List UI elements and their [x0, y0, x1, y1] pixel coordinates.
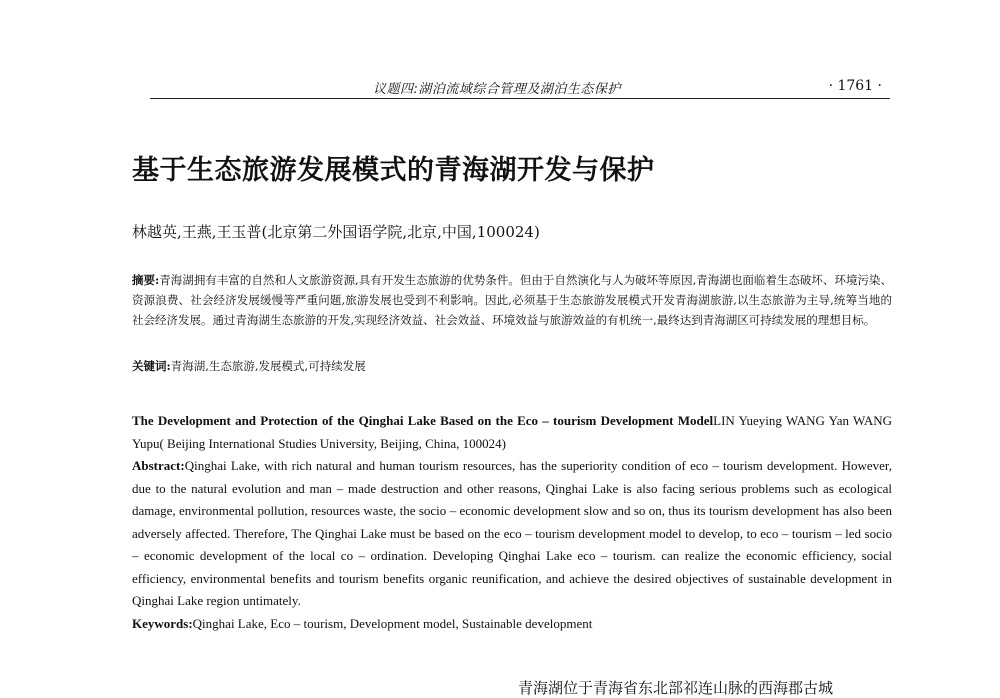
header-rule: [150, 98, 890, 99]
keywords-cn-label: 关键词:: [132, 359, 171, 373]
keywords-en-text: Qinghai Lake, Eco – tourism, Development model, Sustainable development: [192, 615, 593, 631]
article-title-en: The Development and Protection of the Qinghai Lake Based on the Eco – tourism Development Model: [132, 413, 714, 428]
keywords-en-label: Keywords:: [132, 615, 193, 631]
authors-en: LIN Yueying WANG Yan WANG Yupu( Beijing International Studies University, Beijing, China, 100024): [132, 413, 892, 451]
running-header: [150, 72, 890, 98]
english-abstract-block: [132, 410, 892, 635]
running-title: 议题四:湖泊流域综合管理及湖泊生态保护: [373, 82, 621, 97]
abstract-en-text: Qinghai Lake, with rich natural and human tourism resources, has the superiority condition of eco – tourism development. However, due to the natural evolution and man – made destruction and other reasons, Qinghai Lake is also facing serious problems such as ecological damage, environmental pollution, resources waste, the socio – economic development slow and so on, thus its tourism development has also been adversely affected. Therefore, The Qinghai Lake must be based on the eco – tourism development model to develop, to eco – tourism – led socio – economic development of the local co – ordination. Developing Qinghai Lake eco – tourism. can realize the economic efficiency, social efficiency, environmental benefits and tourism benefits organic reunification, and achieve the desired objectives of sustainable development in Qinghai Lake region untimately.: [132, 458, 892, 608]
page-number: · 1761 ·: [828, 78, 882, 94]
authors-cn: 林越英,王燕,王玉普(北京第二外国语学院,北京,中国,100024): [132, 223, 540, 241]
keywords-cn: [132, 358, 366, 374]
abstract-cn-text: 青海湖拥有丰富的自然和人文旅游资源,具有开发生态旅游的优势条件。但由于自然演化与人为破坏等原因,青海湖也面临着生态破坏、环境污染、资源浪费、社会经济发展缓慢等严重问题,旅游发展也受到不利影响。因此,必须基于生态旅游发展模式开发青海湖旅游,以生态旅游为主导,统筹当地的社会经济发展。通过青海湖生态旅游的开发,实现经济效益、社会效益、环境效益与旅游效益的有机统一,最终达到青海湖区可持续发展的理想目标。: [132, 273, 892, 327]
keywords-cn-text: 青海湖,生态旅游,发展模式,可持续发展: [170, 359, 366, 373]
article-title-cn: 基于生态旅游发展模式的青海湖开发与保护: [132, 155, 655, 186]
abstract-cn-label: 摘要:: [132, 273, 160, 287]
abstract-cn: [132, 270, 892, 330]
abstract-en-label: Abstract:: [132, 458, 185, 473]
body-text-partial: 青海湖位于青海省东北部祁连山脉的西海郡古城: [518, 679, 834, 697]
